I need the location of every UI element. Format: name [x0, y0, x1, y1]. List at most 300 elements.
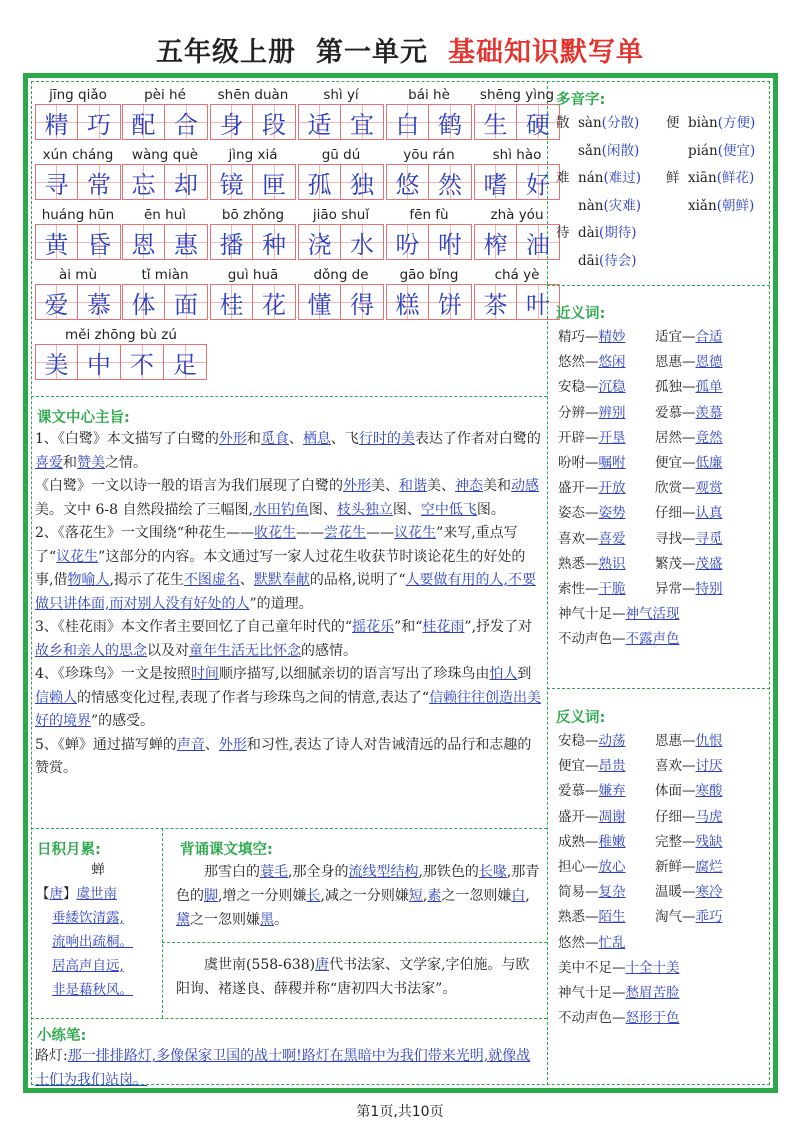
polyphone-pinyin: nán: [578, 170, 604, 186]
vocab-word: [386, 146, 472, 200]
vocab-char-box: 白: [386, 104, 429, 140]
vocab-chars: [210, 104, 296, 140]
vocab-char-box: 榨: [474, 224, 517, 260]
answer-blank: 怕人: [489, 666, 518, 682]
vocab-char-box: 黄: [35, 224, 78, 260]
antonym-pair: [655, 880, 752, 905]
vocab-word: [474, 146, 560, 200]
text-segment: ,: [525, 888, 530, 904]
vocab-char-box: 宜: [341, 104, 384, 140]
answer-blank: 和谐: [399, 478, 427, 494]
vocab-word: [298, 146, 384, 200]
vocab-pinyin: shì hào: [492, 147, 542, 163]
answer-blank: 赞美: [77, 454, 105, 471]
text-segment: 虞世南(558-638): [204, 957, 316, 973]
synonym-word: 盛开—: [558, 480, 599, 497]
vocab-word: [386, 266, 472, 320]
answer-blank: 枝头独立: [336, 501, 393, 518]
synonym-answer: 辨别: [598, 404, 626, 421]
answer-blank: 水田钓鱼: [252, 501, 309, 518]
polyphone-pinyin: xiān: [688, 170, 717, 186]
synonym-answer: 合适: [695, 329, 723, 345]
polyphone-row: [556, 138, 776, 166]
text-segment: ——: [366, 525, 395, 541]
vocab-char-box: 惠: [165, 224, 208, 260]
vocab-word: [122, 266, 208, 320]
antonym-answer: 昂贵: [598, 758, 626, 775]
daily-poem: [36, 858, 160, 1002]
synonym-answer: 神气活现: [625, 606, 680, 623]
antonym-pair: [558, 956, 758, 981]
page-title: [0, 30, 800, 69]
antonym-word: 恩惠—: [655, 733, 696, 749]
vocab-word: [122, 146, 208, 200]
polyphone-item: [556, 138, 666, 166]
synonym-pair: [655, 527, 752, 552]
antonym-word: 便宜—: [558, 758, 599, 775]
vocab-pinyin: gāo bǐng: [399, 267, 459, 283]
vocab-chars: [122, 104, 208, 140]
antonym-word: 熟悉—: [558, 909, 599, 926]
vocab-char-box: 好: [517, 164, 560, 200]
vocab-pinyin: jiāo shuǐ: [312, 207, 370, 223]
answer-blank: 时间: [190, 666, 219, 682]
synonym-word: 孤独—: [655, 379, 696, 396]
vocab-char-box: 得: [341, 284, 384, 320]
synonym-answer: 认真: [695, 505, 723, 522]
synonym-answer: 姿势: [598, 505, 626, 522]
synonym-row: [558, 375, 758, 400]
vocab-word: [210, 86, 296, 140]
poem-dynasty: 唐: [49, 886, 63, 902]
antonym-pair: [558, 754, 655, 779]
vocab-char-box: 中: [78, 344, 121, 380]
text-segment: ,那全身的: [288, 864, 349, 880]
vocab-char-box: 匣: [253, 164, 296, 200]
synonym-word: 适宜—: [655, 329, 696, 345]
antonym-pair: [558, 931, 758, 956]
vocab-char-box: 播: [210, 224, 253, 260]
vocab-word: [122, 206, 208, 260]
synonym-word: 欣赏—: [655, 480, 696, 497]
answer-blank: 不图虚名: [183, 572, 240, 588]
title-unit: 第一单元: [316, 37, 428, 68]
antonym-row: [558, 880, 758, 905]
polyphone-word: (方便): [717, 115, 756, 131]
answer-blank: 人要做有用的人,不要做只讲体面,而对别人没有好处的人: [35, 572, 536, 612]
vocab-chars: [35, 104, 121, 140]
vocab-char-box: 水: [341, 224, 384, 260]
antonym-pair: [655, 779, 752, 804]
text-segment: ”的感受。: [91, 713, 155, 729]
vocab-char-box: 恩: [122, 224, 165, 260]
text-segment: 2、《落花生》一文围绕“种花生——: [35, 525, 255, 541]
synonym-row: [558, 577, 758, 602]
vocab-chars: [386, 284, 472, 320]
answer-blank: 白: [511, 888, 526, 904]
answer-blank: 觅食: [260, 431, 289, 447]
vocab-char-box: 精: [35, 104, 78, 140]
answer-blank: 物喻人: [67, 572, 110, 588]
vocab-word: [474, 206, 560, 260]
text-segment: 和习性,表达了诗人对告诫清远的品行和志趣的赞赏。: [35, 736, 532, 776]
synonym-pair: [558, 375, 655, 400]
vocab-char-box: 花: [253, 284, 296, 320]
synonym-row: [558, 527, 758, 552]
antonym-pair: [558, 729, 655, 754]
synonym-pair: [655, 375, 752, 400]
answer-blank: 外形: [218, 736, 247, 753]
antonym-heading: 反义词:: [556, 710, 606, 726]
vocab-char-box: 慕: [78, 284, 121, 320]
text-segment: 和: [246, 431, 261, 447]
divider-practice: [31, 1018, 547, 1019]
text-segment: 图、: [308, 501, 337, 518]
text-segment: 5、《蝉》通过描写蝉的: [35, 736, 177, 753]
antonym-pair: [558, 779, 655, 804]
text-segment: ”,抒发了对: [464, 619, 533, 635]
synonym-pair: [558, 476, 655, 501]
vocab-chars: [386, 104, 472, 140]
synonym-answer: 竟然: [695, 429, 723, 446]
synonym-row: [558, 350, 758, 375]
answer-blank: 空中低飞: [420, 501, 477, 518]
synonym-pair: [558, 401, 655, 426]
text-segment: ”的道理。: [249, 595, 313, 612]
antonym-word: 爱慕—: [558, 783, 599, 800]
vocab-chars: [35, 344, 207, 380]
synonym-answer: 开放: [598, 480, 626, 497]
vocab-pinyin: bō zhǒng: [221, 207, 285, 223]
polyphone-word: (闲散): [601, 142, 640, 159]
polyphone-item: [666, 165, 776, 193]
synonym-row: [558, 451, 758, 476]
vocab-chars: [298, 224, 384, 260]
synonym-answer: 茂盛: [695, 555, 723, 572]
vocab-char-box: 爱: [35, 284, 78, 320]
vocab-char-box: 种: [253, 224, 296, 260]
antonym-answer: 陌生: [598, 909, 626, 926]
antonym-pair: [558, 905, 655, 930]
polyphone-row: [556, 248, 776, 276]
vocab-char-box: 桂: [210, 284, 253, 320]
text-segment: 《白鹭》一文以诗一般的语言为我们展现了白鹭的: [35, 478, 343, 494]
antonym-pair: [558, 830, 655, 855]
polyphone-pinyin: dāi: [578, 252, 600, 269]
practice-label: 路灯:: [35, 1048, 68, 1064]
vocab-char-box: 段: [253, 104, 296, 140]
text-segment: 那雪白的: [204, 864, 260, 880]
text-segment: ,增之一分则嫌: [218, 888, 307, 904]
vocab-char-box: 配: [122, 104, 165, 140]
antonym-row: [558, 729, 758, 754]
vocab-word: [474, 86, 560, 140]
text-segment: ,那铁色的: [418, 864, 479, 880]
title-sheet: 基础知识默写单: [448, 37, 644, 68]
text-segment: 、飞: [330, 431, 359, 447]
text-segment: 美、: [371, 478, 399, 494]
answer-blank: 收花生: [254, 525, 297, 541]
antonym-pair: [655, 855, 752, 880]
synonym-word: 索性—: [558, 580, 599, 597]
antonym-word: 美中不足—: [558, 959, 626, 976]
polyphone-list: [556, 110, 776, 275]
vocab-char-box: 油: [517, 224, 560, 260]
vocab-word: [210, 206, 296, 260]
vocab-chars: [298, 164, 384, 200]
synonym-pair: [558, 426, 655, 451]
synonym-answer: 喜爱: [598, 530, 626, 547]
vocab-char-box: 茶: [474, 284, 517, 320]
antonym-word: 安稳—: [558, 733, 599, 749]
synonym-word: 仔细—: [655, 505, 696, 522]
vocab-chars: [474, 164, 560, 200]
answer-blank: 默默奉献: [253, 572, 310, 588]
synonym-pair: [558, 552, 655, 577]
antonym-word: 成熟—: [558, 833, 599, 850]
synonym-answer: 观赏: [695, 480, 723, 497]
polyphone-pinyin: pián: [688, 142, 718, 159]
polyphone-item: [666, 193, 776, 221]
text-segment: ,: [422, 888, 428, 904]
polyphone-word: (期待): [599, 225, 637, 241]
text-segment: 图、: [392, 501, 421, 518]
vocab-word: [474, 266, 560, 320]
text-segment: 和: [63, 454, 77, 471]
vocab-char-box: 身: [210, 104, 253, 140]
text-segment: ”来写,重点写了“: [35, 525, 518, 565]
antonym-word: 简易—: [558, 884, 599, 901]
vocab-char-box: 吩: [386, 224, 429, 260]
synonym-word: 精巧—: [558, 329, 599, 345]
vocab-char-box: 悠: [386, 164, 429, 200]
antonym-answer: 嫌弃: [598, 783, 626, 800]
synonym-answer: 沉稳: [598, 379, 626, 396]
text-segment: 。: [274, 912, 288, 928]
polyphone-item: [556, 110, 666, 138]
antonym-answer: 马虎: [695, 808, 723, 825]
antonym-answer: 复杂: [598, 884, 626, 901]
polyphone-char: 待: [556, 225, 570, 241]
vocab-word: [298, 206, 384, 260]
synonym-pair: [655, 577, 752, 602]
synonym-pair: [558, 501, 655, 526]
vocab-char-box: 寻: [35, 164, 78, 200]
calligrapher-note: [176, 953, 542, 1001]
synonym-row: [558, 602, 758, 627]
text-segment: 顺序描写,以细腻亲切的语言写出了珍珠鸟由: [218, 666, 490, 682]
synonym-word: 便宜—: [655, 454, 696, 471]
text-segment: 美、: [427, 478, 455, 494]
synonym-answer: 干脆: [598, 580, 626, 597]
text-segment: ,那青色的: [176, 864, 540, 904]
vocab-chars: [474, 284, 560, 320]
synonym-answer: 羡慕: [695, 404, 723, 421]
synonym-word: 繁茂—: [655, 555, 696, 572]
text-segment: 的感情。: [301, 642, 357, 659]
vocab-char-box: 孤: [298, 164, 341, 200]
vocab-chars: [386, 164, 472, 200]
vocab-pinyin: dǒng de: [313, 267, 369, 283]
antonym-word: 喜欢—: [655, 758, 696, 775]
synonym-word: 寻找—: [655, 530, 696, 547]
answer-blank: 短: [408, 888, 423, 904]
answer-blank: 声音: [176, 736, 205, 753]
vocab-pinyin: guì huā: [227, 267, 279, 283]
vocab-char-box: 美: [35, 344, 78, 380]
polyphone-row: [556, 110, 776, 138]
vocab-pinyin: ài mù: [58, 267, 98, 283]
vocab-char-box: 然: [429, 164, 472, 200]
vocab-char-box: 糕: [386, 284, 429, 320]
vocab-chars: [35, 224, 121, 260]
antonym-answer: 动荡: [598, 733, 626, 749]
synonym-pair: [655, 426, 752, 451]
vocab-chars: [474, 104, 560, 140]
text-segment: 4、《珍珠鸟》一文是按照: [35, 666, 191, 682]
synonym-answer: 特别: [695, 580, 723, 597]
divider-recite: [162, 942, 547, 943]
synonym-answer: 嘱咐: [598, 454, 626, 471]
vocab-pinyin: bái hè: [408, 87, 450, 103]
poem-line: 非是藉秋风。: [52, 982, 133, 998]
text-segment: ,减之一分则嫌: [320, 888, 409, 904]
antonym-pair: [655, 754, 752, 779]
vocab-pinyin: shēn duàn: [217, 87, 289, 103]
vocab-pinyin: fēn fù: [409, 207, 449, 223]
synonym-pair: [655, 350, 752, 375]
synonym-pair: [558, 325, 655, 350]
vocab-pinyin: jīng qiǎo: [49, 87, 107, 103]
vocab-char-box: 面: [165, 284, 208, 320]
polyphone-pinyin: sǎn: [578, 142, 602, 159]
vocab-pinyin: xún cháng: [42, 147, 114, 163]
synonym-answer: 熟识: [598, 555, 626, 572]
polyphone-row: [556, 220, 776, 248]
antonym-answer: 十全十美: [625, 959, 680, 976]
text-segment: 、: [239, 572, 254, 588]
synonym-word: 神气十足—: [558, 606, 626, 623]
polyphone-char: 散: [556, 115, 570, 131]
antonym-word: 淘气—: [655, 909, 696, 926]
answer-blank: 外形: [218, 431, 247, 447]
poem-lines: [36, 906, 160, 1002]
synonym-answer: 恩德: [695, 354, 723, 371]
synonym-pair: [655, 476, 752, 501]
antonym-row: [558, 1006, 758, 1031]
polyphone-pinyin: nàn: [578, 197, 604, 214]
answer-blank: 喜爱: [35, 454, 63, 471]
antonym-answer: 腐烂: [695, 858, 723, 875]
synonym-row: [558, 501, 758, 526]
polyphone-word: (难过): [603, 170, 641, 186]
text-segment: ,揭示了花生: [109, 572, 184, 588]
main-idea-p2: [35, 475, 543, 522]
text-segment: 图。: [476, 501, 505, 518]
vocab-chars: [35, 164, 121, 200]
poem-title: 蝉: [91, 862, 105, 878]
vocab-pinyin: huáng hūn: [41, 207, 115, 223]
polyphone-row: [556, 193, 776, 221]
polyphone-word: (朝鲜): [716, 197, 755, 214]
antonym-row: [558, 754, 758, 779]
polyphone-item: [556, 165, 666, 193]
vocab-pinyin: ēn huì: [143, 207, 187, 223]
synonym-pair: [558, 451, 655, 476]
vocab-char-box: 合: [165, 104, 208, 140]
antonym-answer: 稚嫩: [598, 833, 626, 850]
answer-blank: 尝花生: [324, 525, 367, 541]
antonym-list: [558, 729, 758, 1031]
vocab-chars: [122, 164, 208, 200]
synonym-row: [558, 627, 758, 652]
text-segment: 之一忽则嫌: [190, 912, 260, 928]
answer-blank: 童年生活无比怀念: [189, 642, 301, 659]
synonym-pair: [655, 552, 752, 577]
polyphone-word: (分散): [601, 115, 640, 131]
polyphone-pinyin: xiǎn: [688, 197, 717, 214]
answer-blank: 流线型结构: [348, 864, 419, 880]
vocab-word: [210, 146, 296, 200]
vocab-chars: [210, 164, 296, 200]
text-segment: 代书法家、文学家,字伯施。与欧阳询、褚遂良、薛稷并称“唐初四大书法家”。: [176, 957, 530, 997]
poem-line: 垂緌饮清露,: [52, 910, 124, 926]
text-segment: 1、《白鹭》本文描写了白鹭的: [35, 431, 219, 447]
answer-blank: 故乡和亲人的思念: [35, 642, 147, 659]
divider-syn: [547, 688, 770, 689]
antonym-row: [558, 931, 758, 956]
vocab-pinyin: gū dú: [321, 147, 361, 163]
antonym-word: 体面—: [655, 783, 696, 800]
vocab-word: [35, 86, 121, 140]
text-segment: 、: [204, 736, 219, 753]
antonym-word: 新鲜—: [655, 858, 696, 875]
vocab-word: [386, 206, 472, 260]
divider-poly: [547, 285, 770, 286]
main-idea-p1: [35, 428, 543, 475]
vocab-char-box: 却: [165, 164, 208, 200]
synonym-row: [558, 552, 758, 577]
polyphone-char: 便: [666, 115, 680, 131]
answer-blank: 神态: [455, 478, 483, 494]
synonym-pair: [558, 527, 655, 552]
antonym-answer: 寒酸: [695, 783, 723, 800]
vocab-char-box: 不: [121, 344, 164, 380]
synonym-pair: [655, 451, 752, 476]
polyphone-row: [556, 165, 776, 193]
vocab-chars: [122, 224, 208, 260]
recite-heading: 背诵课文填空:: [180, 842, 273, 858]
vocab-char-box: 适: [298, 104, 341, 140]
polyphone-word: (鲜花): [716, 170, 755, 186]
synonym-answer: 精妙: [598, 329, 626, 345]
synonym-word: 开辟—: [558, 429, 599, 446]
vocab-pinyin: pèi hé: [144, 87, 186, 103]
antonym-answer: 忙乱: [598, 934, 626, 951]
antonym-word: 神气十足—: [558, 984, 626, 1001]
synonym-pair: [558, 602, 758, 627]
vocab-chars: [35, 284, 121, 320]
synonym-pair: [655, 501, 752, 526]
antonym-answer: 讨厌: [695, 758, 723, 775]
antonym-answer: 愁眉苦脸: [625, 984, 680, 1001]
vocab-char-box: 生: [474, 104, 517, 140]
vocab-char-box: 独: [341, 164, 384, 200]
vocab-pinyin: zhà yóu: [490, 207, 544, 223]
vocab-pinyin: tǐ miàn: [141, 267, 189, 283]
synonym-answer: 不露声色: [625, 631, 680, 648]
text-segment: ”这部分的内容。本文通过写一家人过花生收获节时谈论花生的好处的事,借: [35, 548, 526, 588]
